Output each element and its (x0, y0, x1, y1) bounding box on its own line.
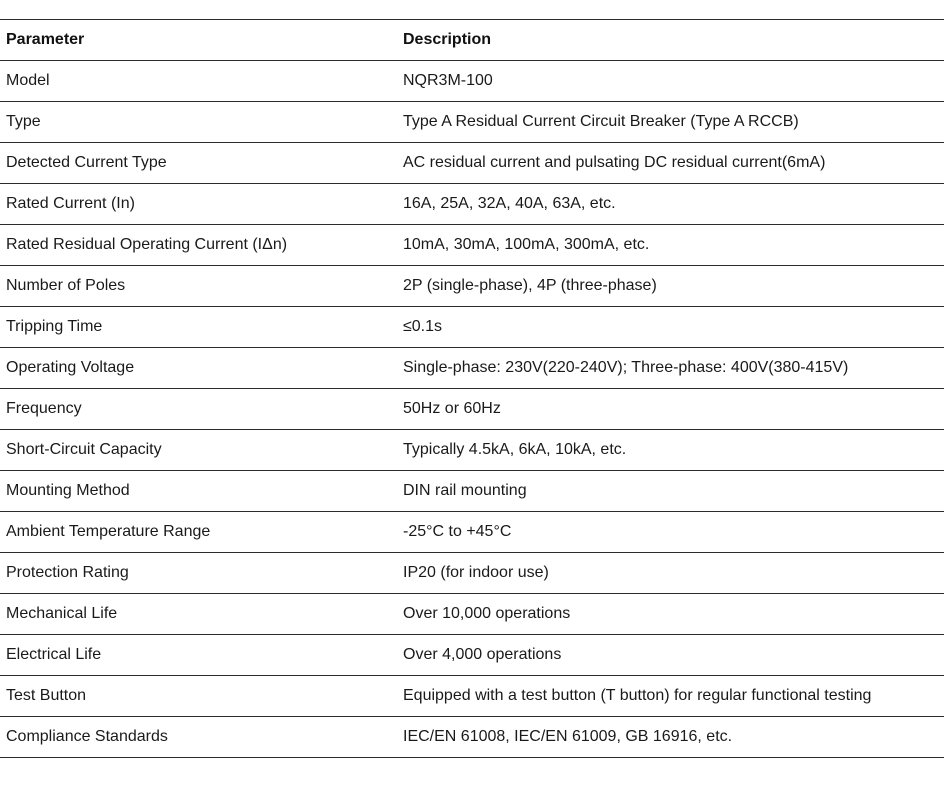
parameter-cell: Mechanical Life (0, 594, 397, 635)
table-row (0, 348, 944, 389)
parameter-cell: Protection Rating (0, 553, 397, 594)
table-row (0, 102, 944, 143)
description-cell: IEC/EN 61008, IEC/EN 61009, GB 16916, etc. (397, 717, 944, 758)
description-cell: Type A Residual Current Circuit Breaker (Type A RCCB) (397, 102, 944, 143)
parameter-cell: Compliance Standards (0, 717, 397, 758)
table-row (0, 307, 944, 348)
parameter-cell: Rated Current (In) (0, 184, 397, 225)
spec-table (0, 19, 944, 758)
table-row (0, 553, 944, 594)
table-row (0, 717, 944, 758)
header-description: Description (397, 20, 944, 61)
parameter-cell: Detected Current Type (0, 143, 397, 184)
table-row (0, 184, 944, 225)
parameter-cell: Test Button (0, 676, 397, 717)
description-cell: DIN rail mounting (397, 471, 944, 512)
parameter-cell: Electrical Life (0, 635, 397, 676)
description-cell: Equipped with a test button (T button) for regular functional testing (397, 676, 944, 717)
description-cell: IP20 (for indoor use) (397, 553, 944, 594)
parameter-cell: Type (0, 102, 397, 143)
table-row (0, 430, 944, 471)
description-cell: Over 4,000 operations (397, 635, 944, 676)
description-cell: Typically 4.5kA, 6kA, 10kA, etc. (397, 430, 944, 471)
parameter-cell: Number of Poles (0, 266, 397, 307)
table-header-row (0, 20, 944, 61)
table-row (0, 676, 944, 717)
parameter-cell: Tripping Time (0, 307, 397, 348)
parameter-cell: Frequency (0, 389, 397, 430)
description-cell: 2P (single-phase), 4P (three-phase) (397, 266, 944, 307)
table-row (0, 594, 944, 635)
parameter-cell: Short-Circuit Capacity (0, 430, 397, 471)
table-row (0, 266, 944, 307)
table-row (0, 389, 944, 430)
parameter-cell: Mounting Method (0, 471, 397, 512)
table-row (0, 225, 944, 266)
description-cell: 10mA, 30mA, 100mA, 300mA, etc. (397, 225, 944, 266)
table-row (0, 635, 944, 676)
description-cell: NQR3M-100 (397, 61, 944, 102)
description-cell: AC residual current and pulsating DC residual current(6mA) (397, 143, 944, 184)
parameter-cell: Ambient Temperature Range (0, 512, 397, 553)
parameter-cell: Rated Residual Operating Current (IΔn) (0, 225, 397, 266)
description-cell: -25°C to +45°C (397, 512, 944, 553)
header-parameter: Parameter (0, 20, 397, 61)
description-cell: 16A, 25A, 32A, 40A, 63A, etc. (397, 184, 944, 225)
description-cell: 50Hz or 60Hz (397, 389, 944, 430)
table-row (0, 512, 944, 553)
parameter-cell: Operating Voltage (0, 348, 397, 389)
description-cell: Single-phase: 230V(220-240V); Three-phase: 400V(380-415V) (397, 348, 944, 389)
table-row (0, 471, 944, 512)
table-row (0, 143, 944, 184)
description-cell: ≤0.1s (397, 307, 944, 348)
parameter-cell: Model (0, 61, 397, 102)
description-cell: Over 10,000 operations (397, 594, 944, 635)
table-row (0, 61, 944, 102)
